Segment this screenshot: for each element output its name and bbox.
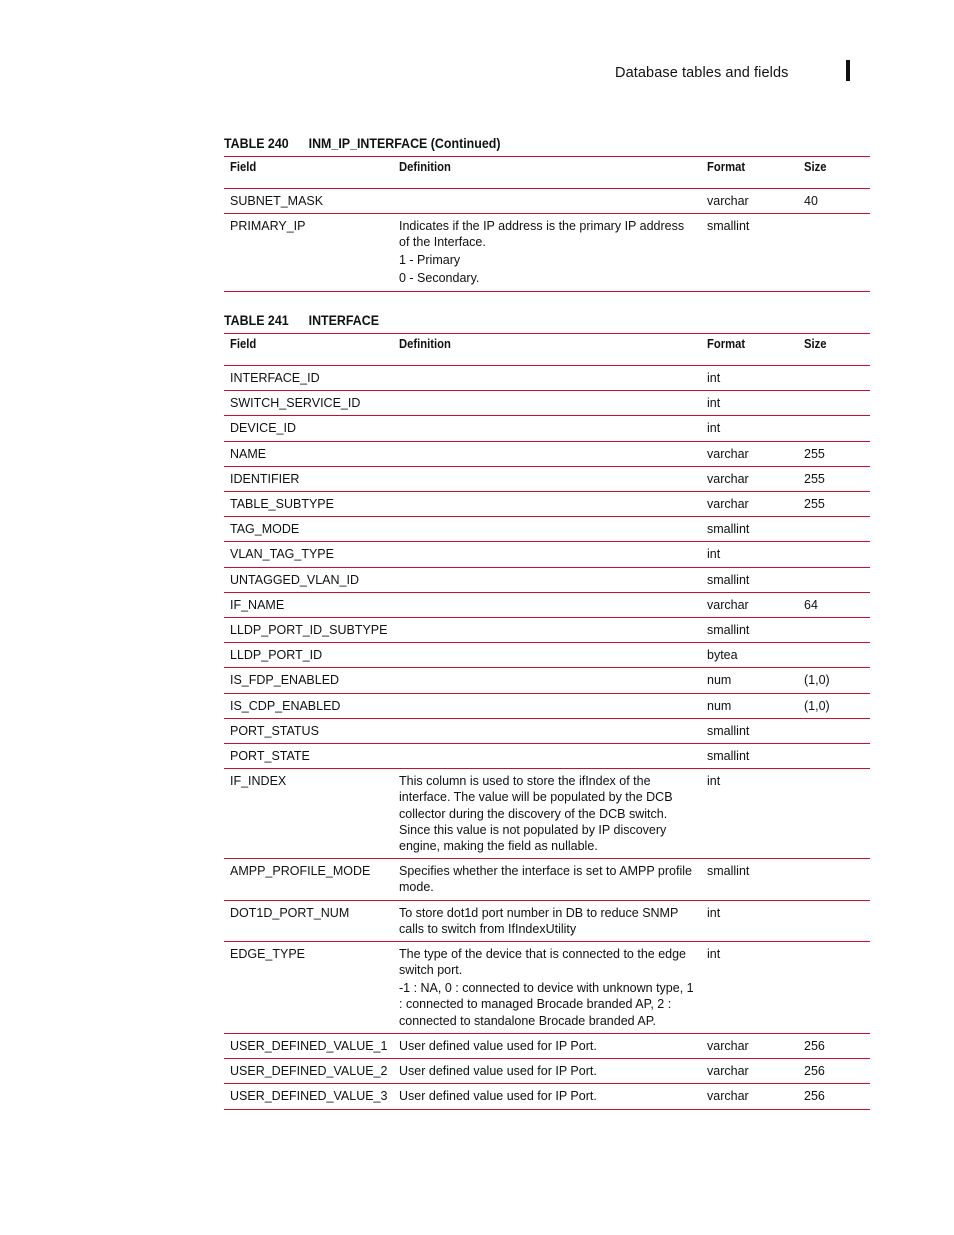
field-cell: NAME [224, 441, 393, 466]
size-cell: (1,0) [798, 668, 870, 693]
field-cell: VLAN_TAG_TYPE [224, 542, 393, 567]
definition-cell [393, 942, 701, 1034]
table-241-header-row [224, 334, 870, 366]
definition-cell [393, 643, 701, 668]
format-cell: int [701, 942, 798, 1034]
definition-line: Specifies whether the interface is set to AMPP profile mode. [399, 864, 692, 895]
size-cell [798, 769, 870, 859]
column-header-field: Field [224, 334, 393, 366]
format-cell: varchar [701, 1033, 798, 1058]
table-row [224, 744, 870, 769]
table-241-title: INTERFACE [308, 313, 380, 328]
format-cell: smallint [701, 744, 798, 769]
field-cell: AMPP_PROFILE_MODE [224, 859, 393, 900]
definition-cell [393, 492, 701, 517]
definition-cell [393, 618, 701, 643]
size-cell: 256 [804, 1089, 825, 1104]
definition-line: Indicates if the IP address is the primary IP address of the Interface. [399, 219, 685, 250]
table-row [224, 618, 870, 643]
table-240-title: INM_IP_INTERFACE (Continued) [308, 136, 501, 151]
field-cell: INTERFACE_ID [224, 366, 393, 391]
size-cell [798, 542, 870, 567]
table-241-caption [224, 313, 818, 333]
column-header-format: Format [701, 157, 798, 189]
table-row [224, 668, 870, 693]
format-cell: smallint [701, 618, 798, 643]
table-row [224, 416, 870, 441]
header-marker-bar [846, 60, 850, 81]
table-240-caption [224, 136, 818, 156]
size-cell [798, 391, 870, 416]
field-cell: SWITCH_SERVICE_ID [224, 391, 393, 416]
table-row [224, 517, 870, 542]
format-cell: smallint [701, 718, 798, 743]
field-cell: UNTAGGED_VLAN_ID [224, 567, 393, 592]
table-row [224, 542, 870, 567]
definition-cell [393, 859, 701, 900]
table-240-body [224, 189, 870, 292]
table-row [224, 900, 870, 941]
format-cell: int [701, 391, 798, 416]
definition-cell [393, 517, 701, 542]
field-cell: LLDP_PORT_ID_SUBTYPE [224, 618, 393, 643]
size-cell [798, 859, 870, 900]
table-241-label: TABLE 241 [224, 313, 289, 328]
field-cell: IF_INDEX [224, 769, 393, 859]
table-row [224, 643, 870, 668]
table-row [224, 859, 870, 900]
field-cell: PRIMARY_IP [230, 219, 306, 234]
definition-line: To store dot1d port number in DB to reduce SNMP calls to switch from IfIndexUtility [399, 905, 679, 936]
page-header-title: Database tables and fields [615, 65, 789, 81]
field-cell: PORT_STATUS [224, 718, 393, 743]
size-cell: 256 [798, 1059, 870, 1084]
table-row [224, 466, 870, 491]
definition-line: The type of the device that is connected to the edge switch port. [399, 947, 686, 978]
column-header-size: Size [798, 157, 870, 189]
definition-cell [393, 1033, 701, 1058]
table-row [224, 1033, 870, 1058]
size-cell [798, 744, 870, 769]
definition-line: User defined value used for IP Port. [399, 1038, 597, 1053]
definition-line: This column is used to store the ifIndex of the interface. The value will be populated by the DCB collector during the discovery of the DCB switch. Since this value is not populated by IP discovery engine, making the field as nullable. [399, 774, 673, 854]
format-cell: smallint [701, 567, 798, 592]
size-cell: (1,0) [798, 693, 870, 718]
format-cell: varchar [701, 1059, 798, 1084]
table-240-grid [224, 156, 870, 292]
format-cell: int [701, 769, 798, 859]
table-241-grid [224, 333, 870, 1110]
format-cell: varchar [701, 441, 798, 466]
definition-line: 1 - Primary [399, 253, 461, 268]
field-cell: DOT1D_PORT_NUM [224, 900, 393, 941]
field-cell: TAG_MODE [224, 517, 393, 542]
size-cell: 255 [798, 441, 870, 466]
definition-cell [393, 900, 701, 941]
table-row [224, 391, 870, 416]
definition-cell [393, 391, 701, 416]
definition-line: User defined value used for IP Port. [399, 1064, 597, 1079]
column-header-definition: Definition [393, 334, 701, 366]
definition-line: User defined value used for IP Port. [399, 1089, 597, 1104]
format-cell: varchar [707, 1089, 749, 1104]
table-240-label: TABLE 240 [224, 136, 289, 151]
size-cell: 40 [798, 189, 870, 214]
table-row [224, 1059, 870, 1084]
definition-cell [393, 441, 701, 466]
definition-cell [393, 542, 701, 567]
format-cell: bytea [701, 643, 798, 668]
definition-cell [393, 693, 701, 718]
definition-cell [393, 769, 701, 859]
field-cell: IS_CDP_ENABLED [224, 693, 393, 718]
column-header-field: Field [224, 157, 393, 189]
field-cell: PORT_STATE [224, 744, 393, 769]
table-row [224, 567, 870, 592]
definition-cell [393, 668, 701, 693]
size-cell [798, 366, 870, 391]
field-cell: DEVICE_ID [224, 416, 393, 441]
field-cell: SUBNET_MASK [224, 189, 393, 214]
definition-line: -1 : NA, 0 : connected to device with unknown type, 1 : connected to managed Brocade branded AP, 2 : connected to standalone Brocade branded AP. [399, 981, 694, 1028]
field-cell: IF_NAME [224, 592, 393, 617]
definition-cell [393, 592, 701, 617]
table-row [224, 592, 870, 617]
format-cell: smallint [707, 219, 750, 234]
size-cell [798, 942, 870, 1034]
field-cell: USER_DEFINED_VALUE_3 [230, 1089, 388, 1104]
field-cell: EDGE_TYPE [224, 942, 393, 1034]
format-cell: int [701, 366, 798, 391]
size-cell [798, 214, 870, 291]
definition-cell [393, 1084, 701, 1109]
table-240 [224, 136, 870, 292]
table-row [224, 366, 870, 391]
format-cell: int [701, 542, 798, 567]
definition-cell [393, 366, 701, 391]
table-row [224, 942, 870, 1034]
field-cell: IS_FDP_ENABLED [224, 668, 393, 693]
column-header-format: Format [701, 334, 798, 366]
definition-cell [393, 744, 701, 769]
table-row [224, 214, 870, 291]
size-cell [798, 718, 870, 743]
definition-cell [393, 416, 701, 441]
size-cell: 255 [798, 466, 870, 491]
format-cell: num [701, 693, 798, 718]
format-cell: varchar [701, 592, 798, 617]
table-241 [224, 313, 870, 1110]
format-cell: varchar [701, 466, 798, 491]
field-cell: IDENTIFIER [224, 466, 393, 491]
definition-cell [393, 567, 701, 592]
size-cell: 256 [798, 1033, 870, 1058]
table-row [224, 492, 870, 517]
field-cell: USER_DEFINED_VALUE_2 [224, 1059, 393, 1084]
field-cell: LLDP_PORT_ID [224, 643, 393, 668]
definition-cell [393, 466, 701, 491]
size-cell [798, 416, 870, 441]
format-cell: int [701, 416, 798, 441]
definition-cell [393, 1059, 701, 1084]
field-cell: TABLE_SUBTYPE [224, 492, 393, 517]
size-cell [798, 517, 870, 542]
table-240-header-row [224, 157, 870, 189]
definition-cell [393, 189, 701, 214]
format-cell: num [701, 668, 798, 693]
size-cell: 64 [798, 592, 870, 617]
table-241-body [224, 366, 870, 1110]
table-row [224, 441, 870, 466]
format-cell: varchar [701, 492, 798, 517]
format-cell: smallint [701, 517, 798, 542]
column-header-definition: Definition [393, 157, 701, 189]
table-row [224, 693, 870, 718]
table-row [224, 189, 870, 214]
definition-cell [393, 718, 701, 743]
table-row [224, 1084, 870, 1109]
size-cell [798, 643, 870, 668]
table-row [224, 769, 870, 859]
size-cell [798, 900, 870, 941]
format-cell: smallint [701, 859, 798, 900]
table-row [224, 718, 870, 743]
size-cell [798, 567, 870, 592]
size-cell: 255 [798, 492, 870, 517]
size-cell [798, 618, 870, 643]
field-cell: USER_DEFINED_VALUE_1 [224, 1033, 393, 1058]
format-cell: varchar [701, 189, 798, 214]
definition-cell [393, 214, 701, 291]
column-header-size: Size [798, 334, 870, 366]
format-cell: int [701, 900, 798, 941]
definition-line: 0 - Secondary. [399, 271, 480, 286]
